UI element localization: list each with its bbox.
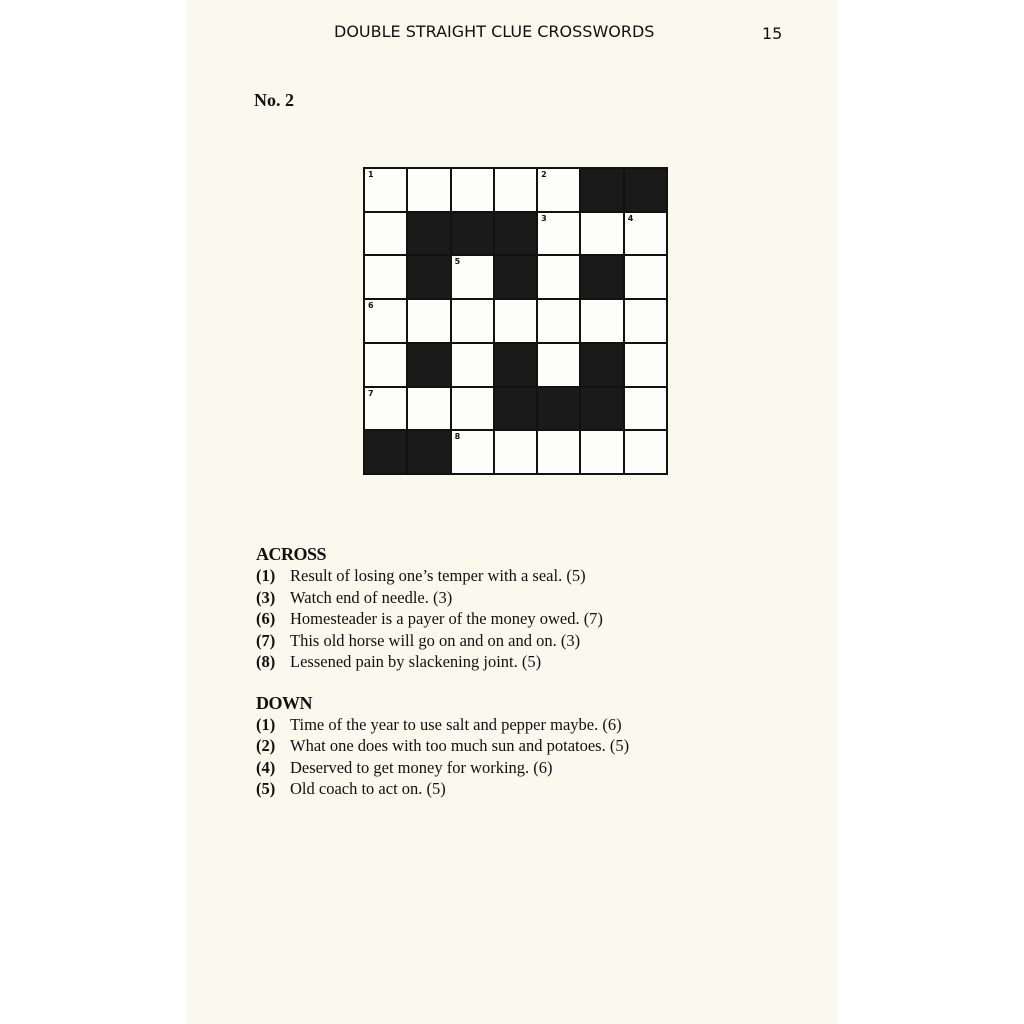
grid-cell[interactable] xyxy=(495,169,536,211)
clue-text: Watch end of needle. (3) xyxy=(290,587,453,607)
page-number: 15 xyxy=(762,24,783,43)
clue-number: (5) xyxy=(256,779,276,798)
black-square xyxy=(538,388,579,430)
clue-text: Old coach to act on. (5) xyxy=(290,779,446,798)
black-square xyxy=(581,256,622,298)
clue-text: Deserved to get money for working. (6) xyxy=(290,757,553,777)
grid-cell[interactable] xyxy=(495,431,536,473)
across-clue-list xyxy=(256,565,629,673)
black-square xyxy=(495,213,536,255)
down-heading: DOWN xyxy=(256,692,312,713)
down-clue xyxy=(256,778,629,800)
grid-cell[interactable] xyxy=(365,344,406,386)
black-square xyxy=(408,344,449,386)
black-square xyxy=(495,344,536,386)
grid-cell[interactable] xyxy=(452,256,493,298)
black-square xyxy=(581,388,622,430)
clue-number: (6) xyxy=(256,609,276,628)
clue-text: What one does with too much sun and potatoes. (5) xyxy=(290,736,630,755)
black-square xyxy=(365,431,406,473)
running-title: DOUBLE STRAIGHT CLUE CROSSWORDS xyxy=(334,22,655,41)
clue-number: (4) xyxy=(256,757,276,777)
grid-cell[interactable] xyxy=(365,213,406,255)
black-square xyxy=(408,431,449,473)
black-square xyxy=(581,169,622,211)
grid-cell[interactable] xyxy=(495,300,536,342)
across-clue xyxy=(256,630,629,652)
grid-cell[interactable] xyxy=(625,388,666,430)
grid-cell[interactable] xyxy=(581,213,622,255)
black-square xyxy=(408,256,449,298)
grid-cell[interactable] xyxy=(538,256,579,298)
grid-cell[interactable] xyxy=(538,300,579,342)
black-square xyxy=(495,388,536,430)
grid-cell[interactable] xyxy=(365,256,406,298)
grid-cell[interactable] xyxy=(452,344,493,386)
grid-cell[interactable] xyxy=(365,169,406,211)
clue-number: 8 xyxy=(454,432,461,442)
book-page xyxy=(186,0,838,1024)
grid-cell[interactable] xyxy=(365,300,406,342)
grid-cell[interactable] xyxy=(625,344,666,386)
grid-cell[interactable] xyxy=(452,169,493,211)
grid-cell[interactable] xyxy=(452,300,493,342)
grid-cell[interactable] xyxy=(581,431,622,473)
across-heading: ACROSS xyxy=(256,544,327,564)
grid-cell[interactable] xyxy=(408,300,449,342)
clue-number: 1 xyxy=(368,170,374,179)
down-clue-list xyxy=(256,714,629,800)
across-clue xyxy=(256,565,629,587)
clue-number: (8) xyxy=(256,652,276,671)
grid-cell[interactable] xyxy=(538,344,579,386)
clue-text: Result of losing one’s temper with a seal. (5) xyxy=(290,566,586,585)
grid-cell[interactable] xyxy=(625,431,666,473)
crossword-grid xyxy=(363,167,668,475)
grid-cell[interactable] xyxy=(365,388,406,430)
down-clue xyxy=(256,757,629,779)
grid-cell[interactable] xyxy=(452,388,493,430)
black-square xyxy=(581,344,622,386)
clue-number: (1) xyxy=(256,566,276,585)
clue-text: This old horse will go on and on and on. (3) xyxy=(290,630,581,650)
clue-text: Lessened pain by slackening joint. (5) xyxy=(290,652,542,671)
grid-cell[interactable] xyxy=(538,169,579,211)
across-clue xyxy=(256,587,629,609)
clue-text: Time of the year to use salt and pepper maybe. (6) xyxy=(290,714,622,734)
grid-cell[interactable] xyxy=(408,388,449,430)
clue-number: 7 xyxy=(368,388,374,398)
black-square xyxy=(495,256,536,298)
black-square xyxy=(625,169,666,211)
clue-number: (2) xyxy=(256,736,276,755)
grid-cell[interactable] xyxy=(538,213,579,255)
down-clue xyxy=(256,735,629,757)
clue-number: (7) xyxy=(256,630,276,650)
grid-cell[interactable] xyxy=(625,213,666,255)
across-clue xyxy=(256,608,629,630)
clues-section xyxy=(256,544,629,800)
black-square xyxy=(408,213,449,255)
grid-cell[interactable] xyxy=(625,300,666,342)
clue-number: (3) xyxy=(256,587,276,607)
clue-number: 6 xyxy=(368,301,374,311)
black-square xyxy=(452,213,493,255)
grid-cell[interactable] xyxy=(581,300,622,342)
grid-cell[interactable] xyxy=(625,256,666,298)
down-clue xyxy=(256,714,629,736)
puzzle-number: No. 2 xyxy=(254,90,294,110)
grid-cell[interactable] xyxy=(408,169,449,211)
across-clue xyxy=(256,651,629,673)
grid-cell[interactable] xyxy=(538,431,579,473)
clue-number: (1) xyxy=(256,714,276,734)
clue-number: 5 xyxy=(454,257,461,267)
clue-text: Homesteader is a payer of the money owed. (7) xyxy=(290,609,603,628)
clue-number: 3 xyxy=(541,213,547,223)
grid-cell[interactable] xyxy=(452,431,493,473)
clue-number: 4 xyxy=(627,213,634,223)
clue-number: 2 xyxy=(541,170,547,179)
